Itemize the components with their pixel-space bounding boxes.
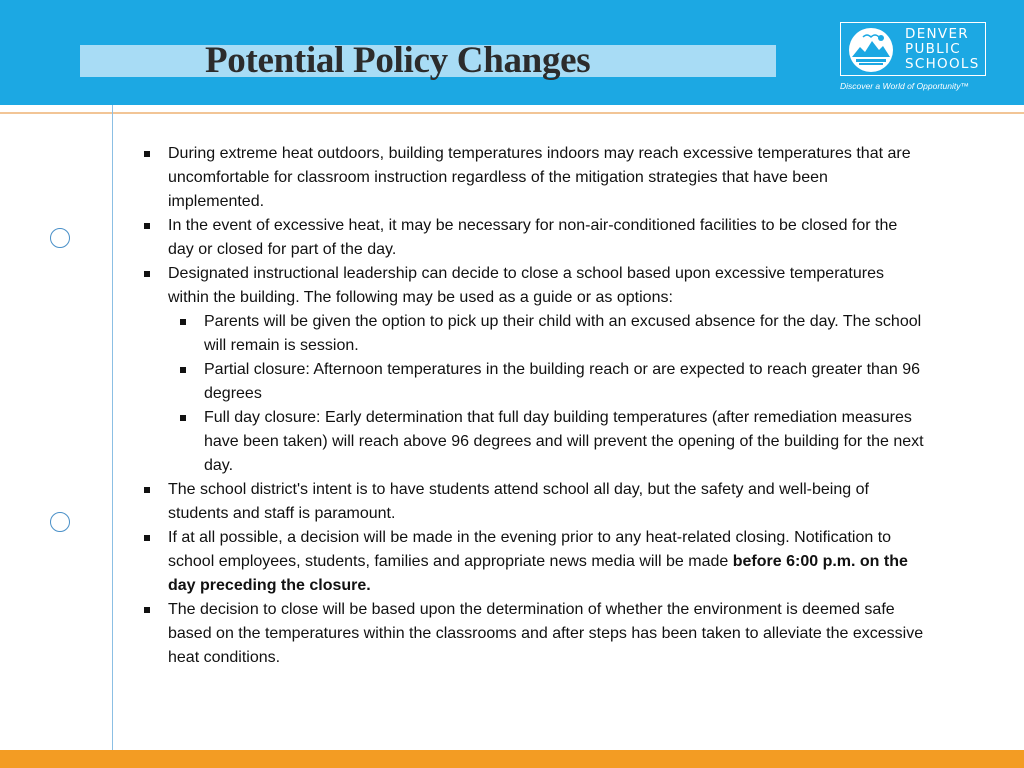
logo-line-1: DENVER: [905, 26, 969, 42]
bullet-text: In the event of excessive heat, it may be necessary for non-air-conditioned facilities to be closed for the day or closed for part of the day.: [168, 217, 898, 258]
sub-bullet-item: [180, 310, 924, 358]
sub-bullet-text: Parents will be given the option to pick up their child with an excused absence for the day. The school will remain is session.: [204, 313, 922, 354]
logo-line-2: PUBLIC: [905, 41, 962, 57]
bullet-text: If at all possible, a decision will be made in the evening prior to any heat-related closing. Notification to school employees, students, families and appropriate news media will be made: [168, 529, 892, 570]
left-margin-line: [112, 105, 113, 750]
page-title: Potential Policy Changes: [205, 40, 591, 81]
bullet-item: [144, 262, 924, 310]
sub-bullet-text: Full day closure: Early determination that full day building temperatures (after remediation measures have been taken) will reach above 96 degrees and will prevent the opening of the building for the next day.: [204, 409, 924, 474]
bullet-item: [144, 142, 924, 214]
bullet-bold-text: before 6:00 p.m. on the day preceding the closure.: [168, 553, 908, 594]
decorative-circle-bottom: [50, 512, 70, 532]
logo-wordmark: [905, 27, 980, 72]
bullet-text: The school district's intent is to have students attend school all day, but the safety and well-being of students and staff is paramount.: [168, 481, 869, 522]
bullet-item: [144, 598, 924, 670]
logo-line-3: SCHOOLS: [905, 56, 980, 72]
decorative-circle-top: [50, 228, 70, 248]
footer-band: [0, 750, 1024, 768]
dps-logo: [838, 20, 990, 96]
sub-bullet-item: [180, 358, 924, 406]
bullet-text: Designated instructional leadership can decide to close a school based upon excessive temperatures within the building. The following may be used as a guide or as options:: [168, 265, 884, 306]
logo-tagline: Discover a World of Opportunity™: [840, 81, 969, 91]
dps-mountain-emblem-icon: [848, 27, 894, 73]
bullet-text: During extreme heat outdoors, building temperatures indoors may reach excessive temperatures that are uncomfortable for classroom instruction regardless of the mitigation strategies that have been implemented.: [168, 145, 911, 210]
sub-bullet-text: Partial closure: Afternoon temperatures in the building reach or are expected to reach greater than 96 degrees: [204, 361, 920, 402]
logo-box: [840, 22, 986, 76]
bullet-text: The decision to close will be based upon the determination of whether the environment is deemed safe based on the temperatures within the classrooms and after steps has been taken to alleviate the excessive heat conditions.: [168, 601, 924, 666]
header-divider: [0, 112, 1024, 114]
bullet-item: [144, 526, 924, 598]
bullet-list: [144, 142, 924, 670]
sub-bullet-item: [180, 406, 924, 478]
bullet-item: [144, 214, 924, 262]
bullet-item: [144, 478, 924, 526]
